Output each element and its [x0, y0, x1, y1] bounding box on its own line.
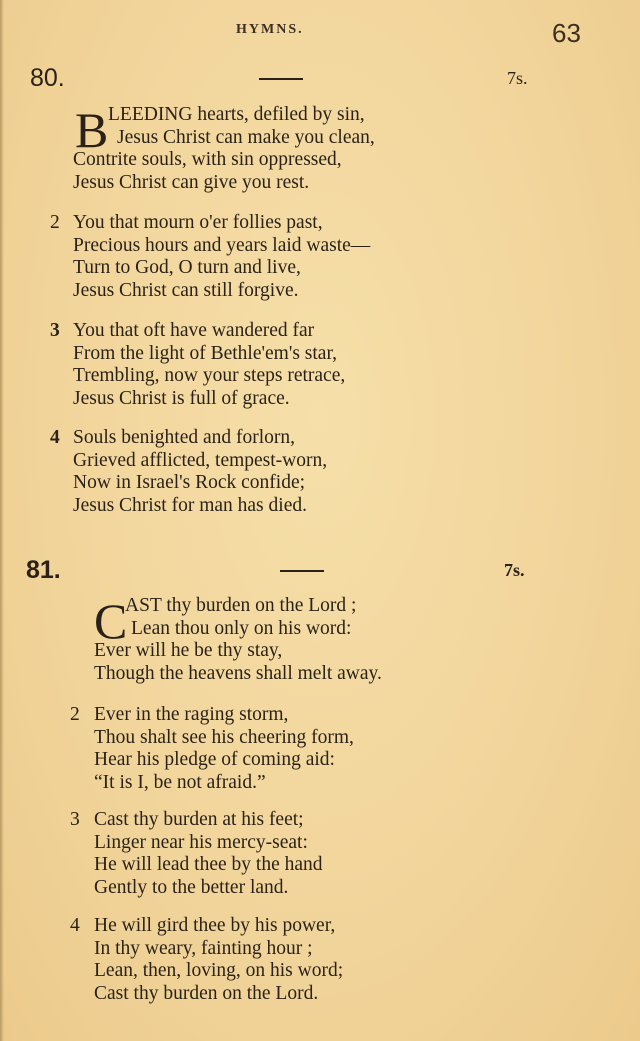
- hymn-80-stanza-3: [50, 320, 345, 410]
- verse-line: LEEDING hearts, defiled by sin,: [108, 104, 365, 125]
- page-number: 63: [552, 18, 581, 48]
- stanza-number: 2: [70, 704, 80, 725]
- verse-line: Jesus Christ can give you rest.: [73, 171, 310, 193]
- hymn-81-header: [0, 556, 640, 586]
- verse-line: Lean thou only on his word:: [131, 617, 352, 639]
- verse-line: Precious hours and years laid waste—: [73, 234, 371, 256]
- verse-line: Souls benighted and forlorn,: [73, 427, 296, 448]
- hymn-80-stanza-2: [50, 212, 370, 302]
- verse-line: Gently to the better land.: [94, 876, 289, 898]
- hymn-meter: 7s.: [507, 68, 528, 88]
- verse-line: Lean, then, loving, on his word;: [94, 960, 344, 981]
- hymn-81-stanza-1: [94, 595, 382, 685]
- verse-line: Though the heavens shall melt away.: [94, 662, 382, 684]
- verse-line: AST thy burden on the Lord ;: [125, 595, 357, 616]
- verse-line: You that mourn o'er follies past,: [73, 212, 323, 233]
- hymn-meter: 7s.: [504, 560, 525, 580]
- verse-line: He will lead thee by the hand: [94, 854, 323, 875]
- stanza-number: 2: [50, 212, 60, 233]
- verse-line: Grieved afflicted, tempest-worn,: [73, 449, 328, 471]
- verse-line: Cast thy burden at his feet;: [94, 809, 304, 830]
- hymn-rule: [280, 570, 324, 572]
- hymn-80-stanza-1: [73, 104, 375, 194]
- verse-line: Hear his pledge of coming aid:: [94, 749, 335, 770]
- verse-line: “It is I, be not afraid.”: [94, 771, 266, 793]
- hymn-number: 80.: [30, 64, 65, 92]
- verse-line: Turn to God, O turn and live,: [73, 257, 301, 278]
- verse-line: He will gird thee by his power,: [94, 915, 336, 936]
- verse-line: Contrite souls, with sin oppressed,: [73, 149, 342, 170]
- hymn-number: 81.: [26, 556, 61, 584]
- running-head: [0, 18, 640, 48]
- verse-line: You that oft have wandered far: [73, 320, 315, 341]
- hymn-81-stanza-4: [70, 915, 343, 1005]
- verse-line: Linger near his mercy-seat:: [94, 831, 308, 853]
- drop-cap: C: [94, 593, 128, 649]
- verse-line: Jesus Christ can still forgive.: [73, 279, 299, 301]
- page-edge: [0, 0, 4, 1041]
- hymn-81-stanza-3: [70, 809, 323, 899]
- verse-line: Jesus Christ for man has died.: [73, 494, 307, 516]
- verse-line: Now in Israel's Rock confide;: [73, 472, 306, 493]
- hymn-81-stanza-2: [70, 704, 354, 794]
- stanza-number: 4: [70, 915, 80, 936]
- stanza-number: 3: [50, 320, 60, 341]
- verse-line: From the light of Bethle'em's star,: [73, 342, 338, 364]
- stanza-number: 3: [70, 809, 80, 830]
- verse-line: Ever will he be thy stay,: [94, 640, 283, 661]
- drop-cap: B: [75, 102, 109, 158]
- hymn-80-header: [0, 64, 640, 94]
- running-title: HYMNS.: [236, 22, 304, 37]
- verse-line: Thou shalt see his cheering form,: [94, 726, 354, 748]
- hymn-rule: [259, 78, 303, 80]
- stanza-number: 4: [50, 427, 60, 448]
- verse-line: Trembling, now your steps retrace,: [73, 365, 346, 386]
- verse-line: Cast thy burden on the Lord.: [94, 982, 319, 1004]
- verse-line: Ever in the raging storm,: [94, 704, 289, 725]
- verse-line: Jesus Christ is full of grace.: [73, 387, 290, 409]
- verse-line: In thy weary, fainting hour ;: [94, 937, 313, 959]
- hymn-80-stanza-4: [50, 427, 327, 517]
- verse-line: Jesus Christ can make you clean,: [117, 126, 375, 148]
